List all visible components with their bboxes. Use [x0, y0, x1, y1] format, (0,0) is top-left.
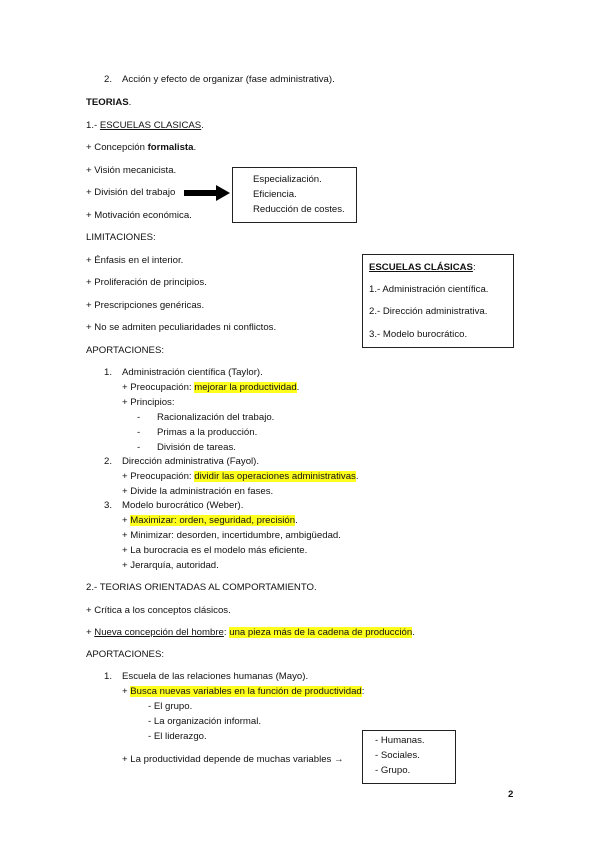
maximizar-plus: + [122, 515, 131, 526]
preocupacion-dot: . [296, 382, 300, 393]
principio-item: Racionalización del trabajo. [157, 412, 275, 423]
intro-item-number: 2. [104, 74, 113, 85]
limitacion-item: + Énfasis en el interior. [86, 255, 184, 266]
busca-sub-item: - El liderazgo. [148, 731, 207, 742]
aportacion-preocupacion [122, 382, 299, 394]
nueva-underlined: Nueva concepción del hombre [94, 627, 224, 638]
busca-variables [122, 686, 364, 698]
nueva-plus: + [86, 627, 95, 638]
busca-plus: + [122, 686, 131, 697]
aportacion-title: Dirección administrativa (Fayol). [122, 456, 260, 467]
nueva-highlight: una pieza más de la cadena de producción [229, 627, 413, 638]
busca-colon: : [361, 686, 365, 697]
bullet-vision: + Visión mecanicista. [86, 165, 177, 176]
variables-box-item: - Humanas. [375, 735, 425, 746]
preocupacion-label: + Preocupación: [122, 471, 195, 482]
busca-sub-item: - La organización informal. [148, 716, 262, 727]
escuelas-clasicas-box [362, 254, 514, 348]
escuelas-box-title-text: ESCUELAS CLÁSICAS [369, 262, 473, 273]
aportacion-number: 1. [104, 367, 113, 378]
variables-box-item: - Sociales. [375, 750, 420, 761]
bullet-division: + División del trabajo [86, 187, 176, 198]
escuelas-box-item: 1.- Administración científica. [369, 284, 489, 295]
limitacion-item: + Proliferación de principios. [86, 277, 207, 288]
aportacion-title: Administración científica (Taylor). [122, 367, 263, 378]
escuelas-box-title [369, 262, 476, 274]
aportaciones-heading-2: APORTACIONES: [86, 649, 165, 660]
productividad-variables: + La productividad depende de muchas variables → [122, 754, 344, 765]
aportaciones-heading: APORTACIONES: [86, 345, 165, 356]
section1-prefix: 1.- [86, 120, 100, 131]
aportacion-minimizar: + Minimizar: desorden, incertidumbre, ambigüedad. [122, 530, 341, 541]
bullet-concepcion-bold: formalista [147, 142, 194, 153]
section1-suffix: . [201, 120, 204, 131]
division-box-item: Especialización. [253, 174, 322, 185]
nueva-colon: : [223, 627, 230, 638]
escuelas-box-title-colon: : [472, 262, 476, 273]
busca-sub-item: - El grupo. [148, 701, 193, 712]
sub-dash: - [137, 412, 141, 423]
aportacion-maximizar [122, 515, 298, 527]
bullet-concepcion-post: . [193, 142, 197, 153]
aportacion-title: Modelo burocrático (Weber). [122, 500, 244, 511]
right-arrow-icon [184, 185, 230, 201]
escuelas-box-item: 3.- Modelo burocrático. [369, 329, 468, 340]
intro-item-text: Acción y efecto de organizar (fase administrativa). [122, 74, 335, 85]
aportacion-number: 2. [104, 456, 113, 467]
bullet-nueva-concepcion [86, 627, 415, 639]
teorias-heading [86, 97, 131, 109]
escuela-number: 1. [104, 671, 113, 682]
sub-dash: - [137, 442, 141, 453]
nueva-dot: . [412, 627, 415, 638]
limitaciones-heading: LIMITACIONES: [86, 232, 156, 243]
aportacion-number: 3. [104, 500, 113, 511]
aportacion-principios: + Principios: [122, 397, 175, 408]
division-box-item: Reducción de costes. [253, 204, 345, 215]
escuelas-box-item: 2.- Dirección administrativa. [369, 306, 488, 317]
aportacion-burocracia: + La burocracia es el modelo más eficiente. [122, 545, 308, 556]
variables-box [362, 730, 456, 784]
bullet-critica: + Crítica a los conceptos clásicos. [86, 605, 231, 616]
section1-heading [86, 120, 204, 132]
section1-title: ESCUELAS CLASICAS [99, 120, 202, 131]
variables-box-item: - Grupo. [375, 765, 411, 776]
teorias-heading-text: TEORIAS [86, 97, 129, 108]
preocupacion-label: + Preocupación: [122, 382, 195, 393]
aportacion-divide: + Divide la administración en fases. [122, 486, 274, 497]
aportacion-preocupacion [122, 471, 359, 483]
principio-item: Primas a la producción. [157, 427, 258, 438]
division-box [232, 167, 357, 223]
sub-dash: - [137, 427, 141, 438]
preocupacion-highlight: dividir las operaciones administrativas [194, 471, 356, 482]
preocupacion-highlight: mejorar la productividad [194, 382, 297, 393]
bullet-motivacion: + Motivación económica. [86, 210, 192, 221]
escuela-title: Escuela de las relaciones humanas (Mayo). [122, 671, 309, 682]
section2-heading: 2.- TEORIAS ORIENTADAS AL COMPORTAMIENTO. [86, 582, 317, 593]
division-box-item: Eficiencia. [253, 189, 297, 200]
busca-highlight: Busca nuevas variables en la función de productividad [130, 686, 362, 697]
aportacion-jerarquia: + Jerarquía, autoridad. [122, 560, 219, 571]
teorias-heading-dot: . [128, 97, 132, 108]
page-number: 2 [508, 789, 514, 800]
bullet-concepcion-pre: + Concepción [86, 142, 148, 153]
maximizar-dot: . [295, 515, 298, 526]
limitacion-item: + No se admiten peculiaridades ni conflictos. [86, 322, 277, 333]
bullet-concepcion [86, 142, 196, 154]
limitacion-item: + Prescripciones genéricas. [86, 300, 205, 311]
maximizar-highlight: Maximizar: orden, seguridad, precisión [130, 515, 296, 526]
preocupacion-dot: . [355, 471, 359, 482]
principio-item: División de tareas. [157, 442, 236, 453]
